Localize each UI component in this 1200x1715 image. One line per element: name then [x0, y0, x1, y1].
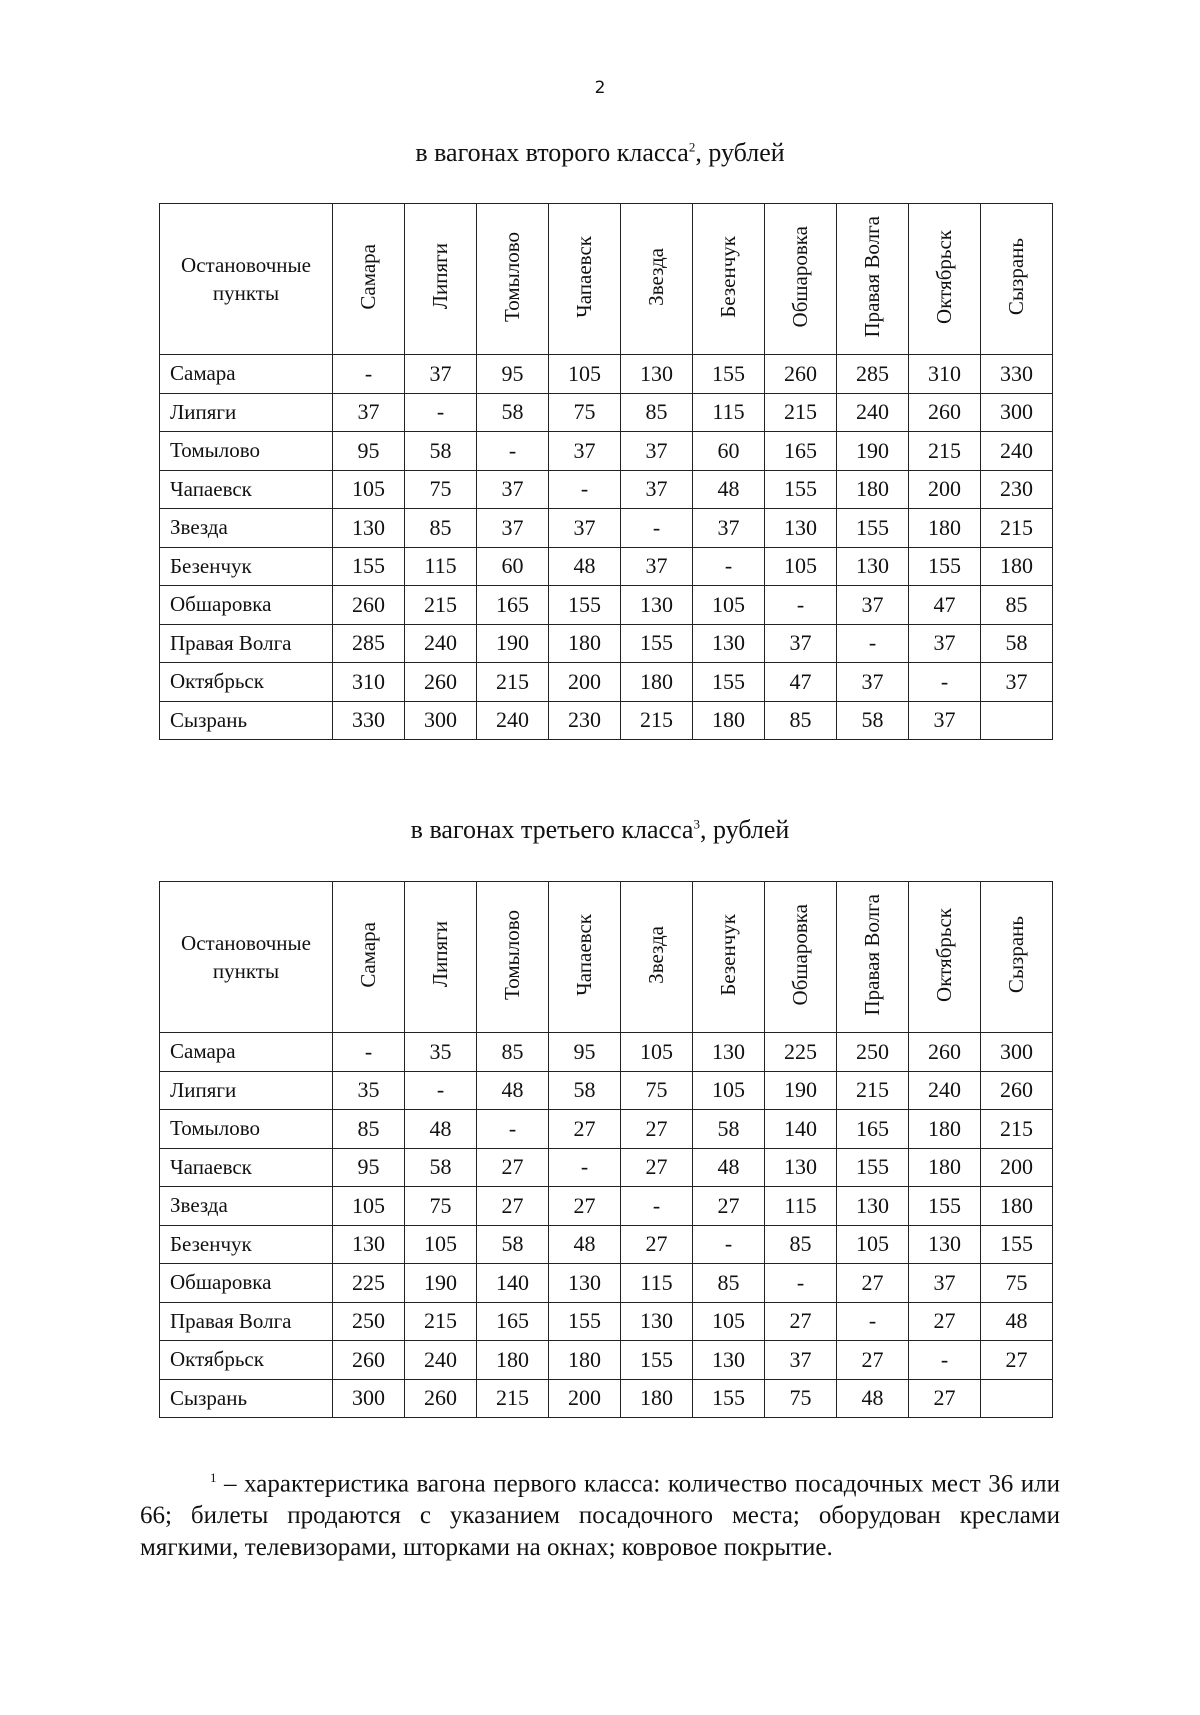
- fare-cell: 215: [765, 393, 837, 432]
- fare-cell: 155: [549, 586, 621, 625]
- table-row: [160, 1187, 1053, 1226]
- fare-cell: 200: [909, 470, 981, 509]
- fare-cell: 215: [477, 1379, 549, 1418]
- column-header-label: Сызрань: [1004, 237, 1028, 316]
- fare-cell: 190: [405, 1264, 477, 1303]
- fare-cell: -: [405, 1071, 477, 1110]
- caption-text: в вагонах второго класса: [415, 138, 689, 167]
- fare-cell: 37: [693, 509, 765, 548]
- fare-cell: -: [477, 1110, 549, 1149]
- fare-cell: 310: [333, 663, 405, 702]
- fare-cell: 215: [981, 1110, 1053, 1149]
- row-header: Звезда: [160, 1187, 333, 1226]
- fare-cell: 115: [621, 1264, 693, 1303]
- fare-cell: -: [549, 470, 621, 509]
- fare-cell: 27: [981, 1341, 1053, 1380]
- fare-cell: 300: [981, 393, 1053, 432]
- fare-cell: 37: [909, 701, 981, 740]
- fare-cell: 35: [333, 1071, 405, 1110]
- fare-cell: 330: [981, 355, 1053, 394]
- fare-cell: 75: [405, 470, 477, 509]
- column-header-label: Сызрань: [1004, 915, 1028, 994]
- fare-cell: 130: [837, 547, 909, 586]
- column-header-label: Звезда: [644, 925, 668, 984]
- fare-cell: 165: [477, 586, 549, 625]
- row-header: Самара: [160, 355, 333, 394]
- fare-cell: 60: [477, 547, 549, 586]
- fare-cell: 58: [981, 624, 1053, 663]
- fare-cell: 37: [837, 586, 909, 625]
- fare-cell: 180: [621, 663, 693, 702]
- fare-table-third-class: [159, 881, 1053, 1418]
- column-header-label: Чапаевск: [572, 913, 596, 996]
- table-row: [160, 663, 1053, 702]
- fare-cell: 85: [477, 1033, 549, 1072]
- fare-cell: 130: [693, 1341, 765, 1380]
- footnote: [140, 1462, 1060, 1564]
- fare-cell: 130: [693, 624, 765, 663]
- fare-cell: 230: [549, 701, 621, 740]
- fare-cell: 115: [405, 547, 477, 586]
- fare-cell: [981, 701, 1053, 740]
- fare-cell: 58: [405, 432, 477, 471]
- fare-cell: 48: [693, 470, 765, 509]
- fare-cell: 95: [549, 1033, 621, 1072]
- fare-cell: 165: [837, 1110, 909, 1149]
- fare-cell: 75: [405, 1187, 477, 1226]
- row-header: Безенчук: [160, 1225, 333, 1264]
- fare-cell: 260: [333, 586, 405, 625]
- fare-cell: 115: [693, 393, 765, 432]
- row-header: Томылово: [160, 1110, 333, 1149]
- table-row: [160, 1033, 1053, 1072]
- column-header: [333, 204, 405, 355]
- table-row: [160, 586, 1053, 625]
- fare-cell: 190: [477, 624, 549, 663]
- fare-cell: 105: [333, 470, 405, 509]
- fare-cell: 130: [765, 509, 837, 548]
- fare-cell: 85: [765, 701, 837, 740]
- fare-cell: 300: [405, 701, 477, 740]
- column-header: [477, 204, 549, 355]
- fare-cell: 130: [621, 355, 693, 394]
- fare-cell: 58: [477, 1225, 549, 1264]
- column-header-label: Звезда: [644, 247, 668, 306]
- fare-cell: 130: [333, 509, 405, 548]
- fare-cell: 130: [693, 1033, 765, 1072]
- corner-header: Остановочные пункты: [160, 204, 333, 355]
- fare-cell: 260: [405, 1379, 477, 1418]
- fare-cell: 260: [765, 355, 837, 394]
- row-header: Сызрань: [160, 1379, 333, 1418]
- fare-cell: -: [837, 1302, 909, 1341]
- fare-cell: 190: [837, 432, 909, 471]
- fare-cell: [981, 1379, 1053, 1418]
- fare-cell: 27: [477, 1148, 549, 1187]
- fare-cell: 37: [333, 393, 405, 432]
- column-header: [405, 882, 477, 1033]
- column-header: [837, 882, 909, 1033]
- fare-cell: 285: [333, 624, 405, 663]
- table-row: [160, 1148, 1053, 1187]
- table-caption-second-class: [0, 138, 1200, 168]
- fare-cell: 260: [981, 1071, 1053, 1110]
- column-header-label: Томылово: [500, 231, 524, 322]
- fare-cell: 225: [765, 1033, 837, 1072]
- footnote-text: – характеристика вагона первого класса: количество посадочных мест 36 или 66; билеты продаются с указанием посадочного места; оборудован креслами мягкими, телевизорами, шторками на окнах; ковровое покрытие.: [140, 1470, 1060, 1562]
- fare-cell: 48: [693, 1148, 765, 1187]
- row-header: Липяги: [160, 393, 333, 432]
- fare-cell: 180: [837, 470, 909, 509]
- column-header-label: Октябрьск: [932, 229, 956, 324]
- fare-cell: 180: [549, 624, 621, 663]
- fare-cell: -: [765, 1264, 837, 1303]
- fare-cell: 215: [909, 432, 981, 471]
- caption-text: в вагонах третьего класса: [410, 815, 694, 844]
- fare-cell: 215: [621, 701, 693, 740]
- footnote-marker: 3: [693, 816, 700, 832]
- fare-cell: -: [405, 393, 477, 432]
- column-header: [837, 204, 909, 355]
- table-row: [160, 355, 1053, 394]
- caption-suffix: , рублей: [695, 138, 785, 167]
- fare-cell: 285: [837, 355, 909, 394]
- fare-cell: 47: [765, 663, 837, 702]
- fare-cell: 105: [765, 547, 837, 586]
- row-header: Правая Волга: [160, 1302, 333, 1341]
- row-header: Сызрань: [160, 701, 333, 740]
- fare-cell: 37: [621, 432, 693, 471]
- table-row: [160, 701, 1053, 740]
- column-header: [693, 204, 765, 355]
- page-number: 2: [594, 78, 606, 98]
- table-row: [160, 1341, 1053, 1380]
- column-header: [909, 882, 981, 1033]
- fare-cell: 37: [477, 470, 549, 509]
- fare-cell: 47: [909, 586, 981, 625]
- column-header: [693, 882, 765, 1033]
- column-header-label: Самара: [356, 243, 380, 310]
- fare-cell: 27: [693, 1187, 765, 1226]
- column-header-label: Липяги: [428, 921, 452, 988]
- fare-cell: 105: [693, 1071, 765, 1110]
- fare-cell: 27: [621, 1148, 693, 1187]
- row-header: Правая Волга: [160, 624, 333, 663]
- fare-cell: 300: [333, 1379, 405, 1418]
- column-header-label: Липяги: [428, 243, 452, 310]
- fare-cell: -: [693, 547, 765, 586]
- fare-cell: 37: [909, 624, 981, 663]
- fare-cell: 180: [477, 1341, 549, 1380]
- fare-cell: 200: [981, 1148, 1053, 1187]
- fare-cell: 130: [621, 586, 693, 625]
- fare-cell: 27: [837, 1341, 909, 1380]
- fare-cell: 37: [405, 355, 477, 394]
- fare-cell: 27: [837, 1264, 909, 1303]
- fare-cell: 155: [621, 624, 693, 663]
- column-header: [981, 204, 1053, 355]
- fare-cell: 85: [405, 509, 477, 548]
- fare-cell: 75: [981, 1264, 1053, 1303]
- column-header: [405, 204, 477, 355]
- fare-cell: -: [477, 432, 549, 471]
- fare-cell: 165: [765, 432, 837, 471]
- column-header-label: Чапаевск: [572, 235, 596, 318]
- fare-cell: 95: [333, 432, 405, 471]
- fare-cell: 155: [549, 1302, 621, 1341]
- fare-cell: 58: [693, 1110, 765, 1149]
- fare-cell: -: [693, 1225, 765, 1264]
- fare-cell: 95: [333, 1148, 405, 1187]
- table-row: [160, 1225, 1053, 1264]
- fare-cell: 105: [333, 1187, 405, 1226]
- column-header-label: Обшаровка: [788, 225, 812, 328]
- fare-cell: 130: [765, 1148, 837, 1187]
- table-row: [160, 509, 1053, 548]
- fare-cell: 155: [837, 1148, 909, 1187]
- fare-cell: 140: [765, 1110, 837, 1149]
- row-header: Липяги: [160, 1071, 333, 1110]
- fare-cell: 27: [477, 1187, 549, 1226]
- fare-cell: 130: [549, 1264, 621, 1303]
- column-header: [765, 204, 837, 355]
- fare-cell: 58: [477, 393, 549, 432]
- fare-cell: 215: [981, 509, 1053, 548]
- fare-cell: 85: [693, 1264, 765, 1303]
- fare-cell: 155: [621, 1341, 693, 1380]
- fare-cell: 105: [621, 1033, 693, 1072]
- table-row: [160, 1379, 1053, 1418]
- fare-cell: 75: [765, 1379, 837, 1418]
- row-header: Обшаровка: [160, 1264, 333, 1303]
- table-row: [160, 1302, 1053, 1341]
- column-header: [621, 882, 693, 1033]
- fare-cell: 180: [981, 1187, 1053, 1226]
- fare-cell: 95: [477, 355, 549, 394]
- fare-cell: 27: [909, 1379, 981, 1418]
- fare-cell: -: [621, 1187, 693, 1226]
- fare-cell: 27: [549, 1110, 621, 1149]
- fare-cell: 180: [909, 1148, 981, 1187]
- row-header: Чапаевск: [160, 1148, 333, 1187]
- row-header: Октябрьск: [160, 663, 333, 702]
- column-header: [333, 882, 405, 1033]
- fare-cell: 330: [333, 701, 405, 740]
- fare-cell: 155: [909, 1187, 981, 1226]
- fare-cell: 155: [981, 1225, 1053, 1264]
- fare-cell: 180: [549, 1341, 621, 1380]
- fare-cell: 37: [621, 547, 693, 586]
- fare-cell: 37: [549, 509, 621, 548]
- column-header-label: Правая Волга: [860, 215, 884, 338]
- fare-cell: 165: [477, 1302, 549, 1341]
- table-row: [160, 470, 1053, 509]
- fare-cell: 105: [549, 355, 621, 394]
- fare-cell: 155: [693, 663, 765, 702]
- row-header: Томылово: [160, 432, 333, 471]
- fare-cell: 190: [765, 1071, 837, 1110]
- fare-cell: 260: [405, 663, 477, 702]
- row-header: Звезда: [160, 509, 333, 548]
- fare-cell: 260: [909, 393, 981, 432]
- column-header-label: Октябрьск: [932, 907, 956, 1002]
- fare-cell: 27: [765, 1302, 837, 1341]
- fare-cell: -: [333, 1033, 405, 1072]
- fare-cell: 250: [333, 1302, 405, 1341]
- fare-cell: 105: [405, 1225, 477, 1264]
- fare-cell: -: [765, 586, 837, 625]
- table-row: [160, 624, 1053, 663]
- column-header-label: Томылово: [500, 909, 524, 1000]
- fare-cell: 180: [621, 1379, 693, 1418]
- fare-cell: 105: [837, 1225, 909, 1264]
- fare-cell: 37: [765, 1341, 837, 1380]
- row-header: Безенчук: [160, 547, 333, 586]
- fare-cell: 105: [693, 586, 765, 625]
- fare-cell: 310: [909, 355, 981, 394]
- caption-suffix: , рублей: [699, 815, 790, 844]
- footnote-marker: 2: [688, 139, 696, 155]
- fare-cell: 215: [405, 1302, 477, 1341]
- footnote-marker: 1: [210, 1470, 217, 1485]
- fare-cell: 37: [477, 509, 549, 548]
- fare-cell: 75: [621, 1071, 693, 1110]
- fare-cell: 180: [909, 509, 981, 548]
- fare-cell: 200: [549, 1379, 621, 1418]
- fare-cell: 155: [909, 547, 981, 586]
- fare-cell: 180: [909, 1110, 981, 1149]
- fare-cell: 105: [693, 1302, 765, 1341]
- fare-cell: 225: [333, 1264, 405, 1303]
- fare-cell: -: [909, 663, 981, 702]
- fare-cell: 300: [981, 1033, 1053, 1072]
- fare-cell: 240: [405, 1341, 477, 1380]
- fare-cell: 60: [693, 432, 765, 471]
- fare-cell: 85: [981, 586, 1053, 625]
- fare-cell: 58: [837, 701, 909, 740]
- row-header: Обшаровка: [160, 586, 333, 625]
- row-header: Чапаевск: [160, 470, 333, 509]
- fare-table-second-class: [159, 203, 1053, 740]
- fare-cell: -: [909, 1341, 981, 1380]
- column-header-label: Обшаровка: [788, 903, 812, 1006]
- fare-cell: 130: [909, 1225, 981, 1264]
- fare-cell: 250: [837, 1033, 909, 1072]
- fare-cell: -: [333, 355, 405, 394]
- fare-cell: 58: [549, 1071, 621, 1110]
- header-row: [160, 882, 1053, 1033]
- fare-cell: 260: [333, 1341, 405, 1380]
- fare-cell: 37: [909, 1264, 981, 1303]
- fare-cell: 48: [981, 1302, 1053, 1341]
- table-row: [160, 1110, 1053, 1149]
- fare-cell: 85: [333, 1110, 405, 1149]
- fare-cell: 115: [765, 1187, 837, 1226]
- column-header: [909, 204, 981, 355]
- table-caption-third-class: [0, 815, 1200, 845]
- fare-cell: 215: [405, 586, 477, 625]
- fare-cell: 37: [765, 624, 837, 663]
- column-header: [765, 882, 837, 1033]
- fare-cell: 27: [909, 1302, 981, 1341]
- column-header-label: Самара: [356, 921, 380, 988]
- table-row: [160, 393, 1053, 432]
- fare-cell: 58: [405, 1148, 477, 1187]
- column-header: [477, 882, 549, 1033]
- fare-cell: -: [621, 509, 693, 548]
- column-header-label: Правая Волга: [860, 893, 884, 1016]
- fare-cell: 48: [549, 547, 621, 586]
- fare-cell: 240: [477, 701, 549, 740]
- fare-cell: 48: [477, 1071, 549, 1110]
- fare-cell: 260: [909, 1033, 981, 1072]
- fare-cell: 27: [621, 1225, 693, 1264]
- corner-header: Остановочные пункты: [160, 882, 333, 1033]
- fare-cell: 27: [621, 1110, 693, 1149]
- fare-cell: 240: [405, 624, 477, 663]
- fare-cell: 48: [405, 1110, 477, 1149]
- fare-cell: 180: [981, 547, 1053, 586]
- fare-cell: 215: [477, 663, 549, 702]
- table-row: [160, 1264, 1053, 1303]
- column-header: [549, 204, 621, 355]
- fare-cell: 37: [621, 470, 693, 509]
- fare-cell: 215: [837, 1071, 909, 1110]
- fare-cell: 180: [693, 701, 765, 740]
- fare-cell: 85: [621, 393, 693, 432]
- table-row: [160, 432, 1053, 471]
- fare-cell: 155: [693, 1379, 765, 1418]
- fare-cell: 240: [837, 393, 909, 432]
- column-header-label: Безенчук: [716, 913, 740, 996]
- fare-cell: 240: [909, 1071, 981, 1110]
- table-row: [160, 1071, 1053, 1110]
- column-header: [621, 204, 693, 355]
- fare-cell: 230: [981, 470, 1053, 509]
- table-row: [160, 547, 1053, 586]
- fare-cell: 27: [549, 1187, 621, 1226]
- fare-cell: 240: [981, 432, 1053, 471]
- fare-cell: 155: [693, 355, 765, 394]
- row-header: Октябрьск: [160, 1341, 333, 1380]
- fare-cell: -: [837, 624, 909, 663]
- fare-cell: 37: [981, 663, 1053, 702]
- fare-cell: 155: [837, 509, 909, 548]
- fare-cell: 48: [549, 1225, 621, 1264]
- fare-cell: 140: [477, 1264, 549, 1303]
- row-header: Самара: [160, 1033, 333, 1072]
- fare-cell: 35: [405, 1033, 477, 1072]
- fare-cell: 37: [549, 432, 621, 471]
- fare-cell: 75: [549, 393, 621, 432]
- fare-cell: 48: [837, 1379, 909, 1418]
- fare-cell: 155: [333, 547, 405, 586]
- fare-cell: 130: [333, 1225, 405, 1264]
- fare-cell: 130: [837, 1187, 909, 1226]
- column-header: [981, 882, 1053, 1033]
- header-row: [160, 204, 1053, 355]
- fare-cell: 200: [549, 663, 621, 702]
- column-header-label: Безенчук: [716, 235, 740, 318]
- fare-cell: 130: [621, 1302, 693, 1341]
- fare-cell: 155: [765, 470, 837, 509]
- column-header: [549, 882, 621, 1033]
- fare-cell: 85: [765, 1225, 837, 1264]
- fare-cell: 37: [837, 663, 909, 702]
- fare-cell: -: [549, 1148, 621, 1187]
